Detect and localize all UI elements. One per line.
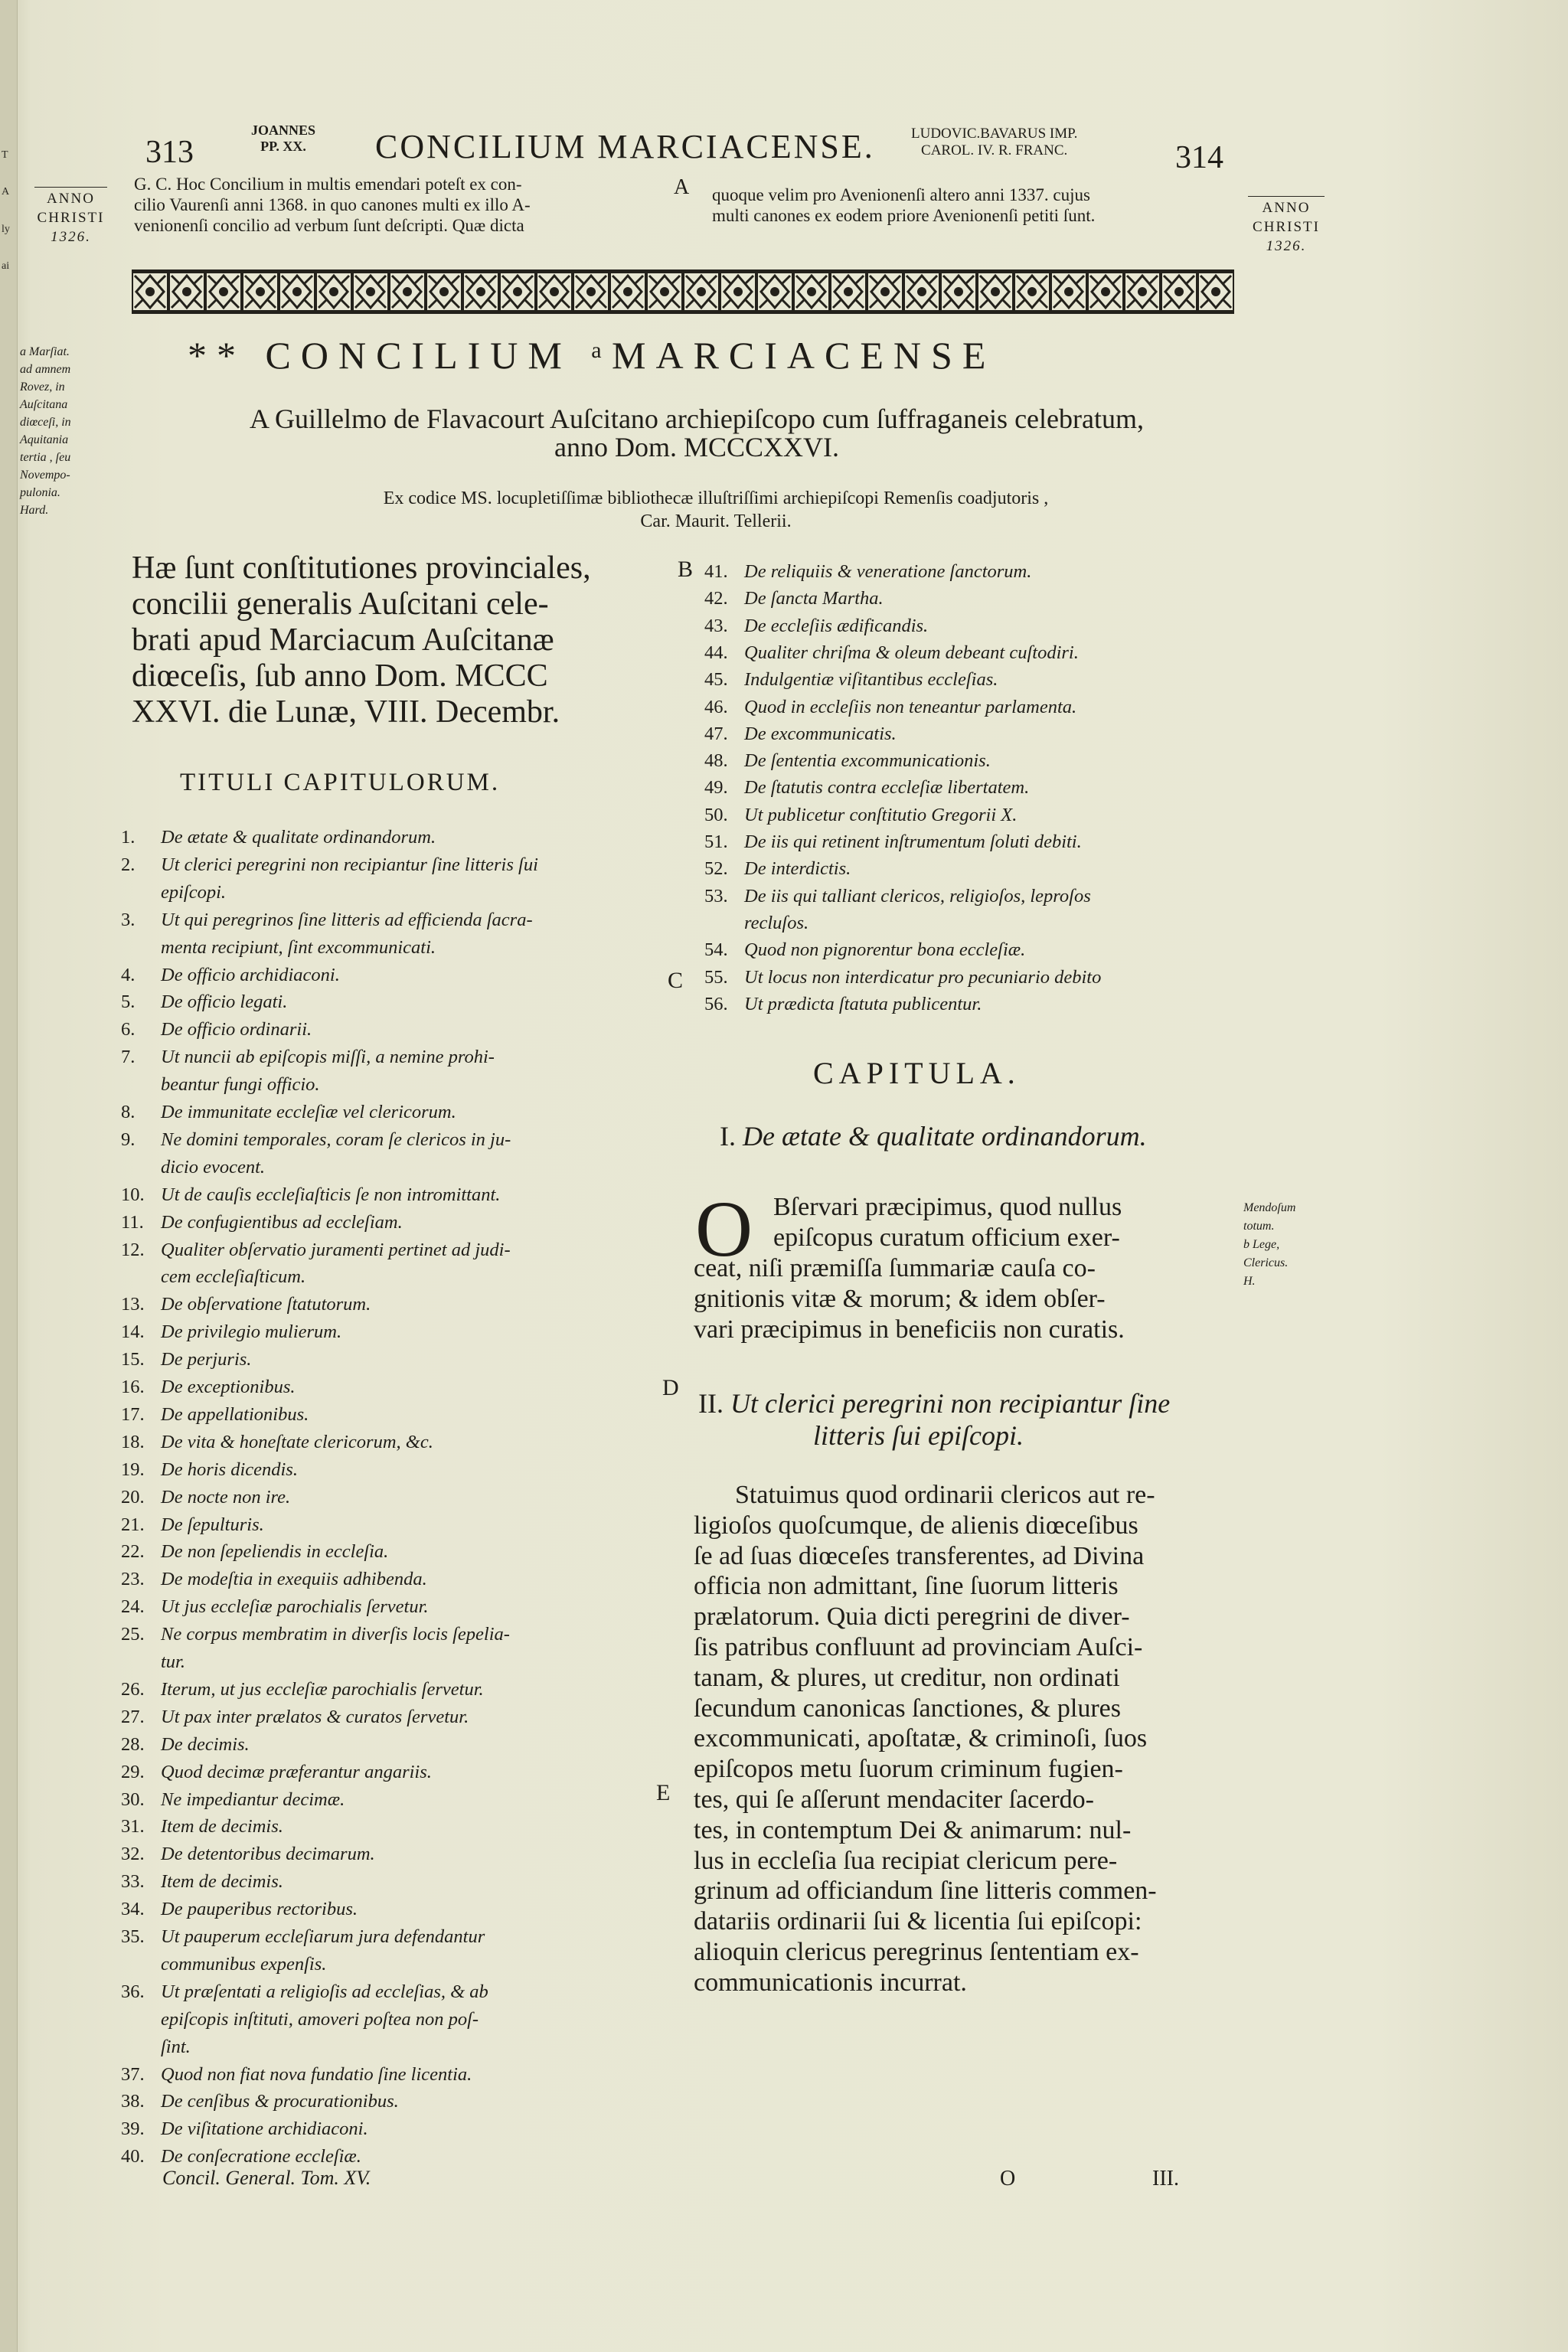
titulus-number: 5. (121, 991, 136, 1013)
titulus-number: 4. (121, 964, 136, 985)
titulus-number: 6. (121, 1019, 136, 1040)
titulus-number: 16. (121, 1377, 145, 1397)
titulus-number: 23. (121, 1569, 145, 1590)
titulus-entry (121, 854, 538, 876)
titulus-title: De nocte non ire. (161, 1486, 291, 1508)
titulus-title: De confugientibus ad eccleſiam. (161, 1211, 403, 1233)
margin-note-line: Aquitania (20, 433, 69, 446)
titulus-entry (121, 2091, 399, 2112)
titulus-title: Ut locus non interdicatur pro pecuniario debito (744, 966, 1102, 988)
titulus-number: 24. (121, 1596, 145, 1618)
titulus-title: De cenſibus & procurationibus. (161, 2091, 399, 2112)
header-note-left (134, 174, 662, 236)
titulus-continuation: ſint. (161, 2036, 191, 2057)
note-line: cilio Vaurenſi anni 1368. in quo canones multi ex illo A- (134, 195, 531, 214)
margin-note-line: Rovez, in (20, 381, 65, 394)
titulus-number: 22. (121, 1541, 145, 1563)
titulus-title: Ut publicetur conſtitutio Gregorii X. (744, 804, 1018, 825)
titulus-title: De iis qui retinent inſtrumentum ſoluti debiti. (744, 831, 1082, 852)
margin-note-line: b Lege, (1243, 1238, 1280, 1251)
titulus-title: De ſtatutis contra eccleſiæ libertatem. (744, 777, 1030, 799)
titulus-number: 27. (121, 1706, 145, 1727)
titulus-entry (704, 724, 897, 745)
titulus-number: 12. (121, 1239, 145, 1260)
titulus-number: 41. (704, 561, 728, 582)
margin-note-line: Clericus. (1243, 1256, 1289, 1269)
page-number-right: 314 (1175, 140, 1223, 175)
titulus-title: Ne impediantur decimæ. (161, 1788, 345, 1810)
note-line: venionenſi concilio ad verbum ſunt deſcripti. Quæ dicta (134, 216, 524, 235)
titulus-title: Quod decimæ præferantur angariis. (161, 1761, 432, 1782)
titulus-entry (121, 910, 533, 931)
paragraph-line: gnitionis vitæ & morum; & idem obſer- (694, 1285, 1106, 1313)
subtitle-line-2: anno Dom. MCCCXXVI. (554, 432, 839, 462)
titulus-number: 10. (121, 1184, 145, 1205)
titulus-title: De ætate & qualitate ordinandorum. (161, 827, 436, 848)
titulus-title: De exceptionibus. (161, 1377, 296, 1397)
pope-name: JOANNES (251, 122, 316, 138)
titulus-number: 35. (121, 1926, 145, 1947)
titulus-title: De horis dicendis. (161, 1459, 298, 1480)
titulus-entry (121, 1102, 456, 1123)
source-line-1: Ex codice MS. locupletiſſimæ bibliothecæ illuſtriſſimi archiepiſcopi Remenſis coadjutoris , (383, 488, 1049, 508)
paragraph-line: datariis ordinarii ſui & licentia ſui epiſcopi: (694, 1907, 1142, 1936)
titulus-number: 17. (121, 1403, 145, 1425)
paragraph-line: alioquin clericus peregrinus ſententiam ex- (694, 1938, 1139, 1966)
titulus-entry (704, 994, 982, 1015)
titulus-number: 19. (121, 1459, 145, 1480)
titulus-number: 46. (704, 696, 728, 717)
tituli-heading: TITULI CAPITULORUM. (180, 769, 501, 796)
margin-note-left (20, 343, 104, 519)
titulus-number: 3. (121, 909, 136, 930)
titulus-number: 52. (704, 858, 728, 880)
titulus-title: Item de decimis. (161, 1871, 283, 1893)
titulus-title: Ne domini temporales, coram ſe clericos in ju- (161, 1129, 511, 1150)
paragraph-line: ceat, niſi præmiſſa ſummariæ cauſa co- (694, 1254, 1096, 1282)
titulus-entry (121, 1129, 511, 1151)
titulus-entry (704, 561, 1031, 583)
titulus-title: Ut prædicta ſtatuta publicentur. (744, 993, 982, 1014)
note-line: G. C. Hoc Concilium in multis emendari poteſt ex con- (134, 175, 522, 194)
anno-christi-left (34, 187, 107, 247)
titulus-number: 28. (121, 1733, 145, 1755)
titulus-number: 37. (121, 2063, 145, 2085)
titulus-title: De appellationibus. (161, 1403, 309, 1425)
titulus-number: 8. (121, 1102, 136, 1122)
margin-note-line: pulonia. (20, 486, 60, 499)
titulus-title: De immunitate eccleſiæ vel clericorum. (161, 1102, 456, 1122)
titulus-continuation: epiſcopi. (161, 881, 227, 903)
titulus-number: 9. (121, 1129, 136, 1150)
titulus-entry (121, 2118, 368, 2140)
titulus-title: De decimis. (161, 1733, 250, 1755)
titulus-number: 50. (704, 804, 728, 825)
titulus-entry (121, 2064, 472, 2086)
margin-note-line: Hard. (20, 504, 49, 517)
gutter-fragment: A (2, 186, 10, 198)
catchword: III. (1152, 2167, 1179, 2190)
paragraph-line: lus in eccleſia ſua recipiat clericum pere- (694, 1846, 1118, 1875)
paragraph-line: ſis patribus confluunt ad provinciam Auſci- (694, 1633, 1143, 1661)
main-heading: ** CONCILIUM ᵃMARCIACENSE (188, 334, 996, 377)
titulus-title: Ut clerici peregrini non recipiantur ſine litteris ſui (161, 854, 538, 875)
titulus-number: 31. (121, 1816, 145, 1838)
intro-line: diœceſis, ſub anno Dom. MCCC (132, 658, 548, 694)
titulus-title: De pauperibus rectoribus. (161, 1899, 358, 1920)
titulus-entry (704, 697, 1076, 718)
titulus-entry (121, 1816, 283, 1838)
titulus-title: De excommunicatis. (744, 723, 897, 744)
ornamental-band (132, 270, 1234, 314)
titulus-entry (121, 1294, 371, 1315)
titulus-entry (121, 1569, 427, 1590)
titulus-entry (121, 1981, 488, 2003)
section-letter-c: C (668, 968, 684, 993)
titulus-entry (121, 1321, 341, 1343)
titulus-entry (121, 1240, 511, 1261)
titulus-entry (121, 1926, 485, 1948)
anno-word: ANNO (47, 191, 95, 207)
titulus-number: 33. (121, 1871, 145, 1893)
titulus-entry (121, 1514, 264, 1536)
paragraph-line: tes, in contemptum Dei & animarum: nul- (694, 1815, 1132, 1844)
titulus-title: Quod non pignorentur bona eccleſiæ. (744, 939, 1026, 961)
titulus-title: De ſepulturis. (161, 1514, 264, 1535)
margin-note-line: Novempo- (20, 469, 70, 482)
note-line: quoque velim pro Avenionenſi altero anni 1337. cujus (712, 185, 1090, 204)
titulus-number: 32. (121, 1844, 145, 1865)
source-line-2: Car. Maurit. Tellerii. (640, 511, 792, 531)
titulus-entry (121, 827, 436, 848)
titulus-number: 34. (121, 1899, 145, 1920)
section-letter-d: D (662, 1375, 679, 1400)
section-letter-a: A (674, 175, 690, 199)
titulus-number: 43. (704, 615, 728, 636)
intro-line: Hæ ſunt conſtitutiones provinciales, (132, 550, 591, 586)
titulus-entry (121, 1789, 345, 1811)
titulus-title: Ut nuncii ab epiſcopis miſſi, a nemine prohi- (161, 1047, 495, 1068)
titulus-number: 45. (704, 669, 728, 691)
titulus-title: De officio legati. (161, 991, 288, 1013)
titulus-entry (121, 1679, 484, 1700)
intro-paragraph (132, 550, 671, 730)
christi-word: CHRISTI (1253, 219, 1320, 235)
titulus-title: De obſervatione ſtatutorum. (161, 1294, 371, 1315)
titulus-title: Ut qui peregrinos ſine litteris ad efficienda ſacra- (161, 909, 533, 930)
titulus-continuation: beantur fungi officio. (161, 1074, 320, 1096)
margin-note-line: totum. (1243, 1220, 1275, 1233)
titulus-entry (704, 669, 998, 691)
titulus-entry (704, 588, 884, 609)
titulus-number: 11. (121, 1211, 144, 1233)
titulus-number: 36. (121, 1981, 145, 2002)
titulus-number: 40. (121, 2146, 145, 2167)
titulus-entry (121, 1762, 432, 1783)
page-number-left: 313 (145, 135, 194, 170)
running-head-title: CONCILIUM MARCIACENSE. (375, 128, 875, 165)
titulus-number: 48. (704, 750, 728, 772)
footer-volume: Concil. General. Tom. XV. (162, 2167, 371, 2189)
paragraph-line: prælatorum. Quia dicti peregrini de diver- (694, 1602, 1130, 1632)
titulus-entry (121, 1624, 510, 1645)
king-line: CAROL. IV. R. FRANC. (921, 142, 1068, 158)
titulus-title: De interdictis. (744, 858, 851, 880)
gutter-fragment: ly (2, 224, 10, 235)
signature-mark: O (1000, 2167, 1016, 2190)
margin-note-line: Auſcitana (20, 398, 68, 411)
paragraph-line: ligioſos quoſcumque, de alienis diœceſibus (694, 1511, 1138, 1540)
chapter-title: Ut clerici peregrini non recipiantur ſine (730, 1388, 1171, 1419)
chapter-title-cont: litteris ſui epiſcopi. (813, 1420, 1024, 1451)
titulus-title: De perjuris. (161, 1349, 252, 1370)
capitula-heading: CAPITULA. (813, 1056, 1021, 1090)
anno-year: 1326. (1266, 238, 1307, 254)
paragraph-line: ſe ad ſuas diœceſes transferentes, ad Divina (694, 1541, 1145, 1570)
running-head-pope (251, 122, 315, 155)
titulus-continuation: tur. (161, 1651, 186, 1672)
titulus-continuation: dicio evocent. (161, 1156, 266, 1178)
titulus-entry (121, 1212, 403, 1233)
paragraph-line: ſecundum canonicas ſanctiones, & plures (694, 1694, 1121, 1723)
titulus-number: 14. (121, 1321, 145, 1343)
titulus-number: 13. (121, 1294, 145, 1315)
intro-line: XXVI. die Lunæ, VIII. Decembr. (132, 694, 560, 730)
titulus-entry (121, 1734, 250, 1756)
titulus-continuation: menta recipiunt, ſint excommunicati. (161, 936, 436, 958)
titulus-entry (121, 1349, 251, 1370)
titulus-title: Ut præſentati a religioſis ad eccleſias, & ab (161, 1981, 488, 2002)
titulus-entry (704, 750, 991, 772)
titulus-number: 1. (121, 827, 136, 848)
titulus-entry (121, 1596, 429, 1618)
paragraph-line: Statuimus quod ordinarii clericos aut re- (735, 1481, 1155, 1509)
titulus-number: 56. (704, 993, 728, 1014)
running-head-emperors (911, 126, 1077, 159)
header-note-right (712, 185, 1240, 226)
chapter-2-heading-cont (813, 1419, 1024, 1452)
titulus-title: De viſitatione archidiaconi. (161, 2118, 368, 2140)
paragraph-line: communicationis incurrat. (694, 1968, 967, 1997)
margin-note-line: a Marſiat. (20, 345, 70, 358)
gutter-fragment: T (2, 149, 8, 161)
titulus-number: 53. (704, 885, 728, 906)
anno-word: ANNO (1262, 200, 1311, 216)
pope-number: PP. XX. (260, 139, 306, 154)
paragraph-line: grinum ad officiandum ſine litteris commen- (694, 1877, 1157, 1906)
titulus-title: De detentoribus decimarum. (161, 1844, 375, 1865)
titulus-title: Quod in eccleſiis non teneantur parlamenta. (744, 696, 1077, 717)
paragraph-line: officia non admittant, ſine ſuorum litteris (694, 1572, 1119, 1601)
titulus-title: De privilegio mulierum. (161, 1321, 342, 1343)
chapter-1-heading (720, 1120, 1147, 1152)
chapter-number: I. (720, 1121, 736, 1152)
chapter-title: De ætate & qualitate ordinandorum. (743, 1121, 1147, 1152)
titulus-entry (121, 1871, 283, 1893)
titulus-entry (121, 1432, 433, 1453)
margin-note-line: H. (1243, 1275, 1256, 1288)
titulus-entry (704, 886, 1091, 907)
titulus-number: 47. (704, 723, 728, 744)
section-letter-b: B (678, 557, 694, 582)
gutter-strip (0, 0, 18, 2352)
drop-cap: O (695, 1185, 753, 1273)
titulus-entry (121, 1184, 500, 1206)
chapter-number: II. (698, 1388, 724, 1419)
titulus-title: De officio archidiaconi. (161, 964, 340, 985)
titulus-number: 54. (704, 939, 728, 961)
titulus-number: 49. (704, 777, 728, 799)
paragraph-line: vari præcipimus in beneficiis non curatis. (694, 1315, 1125, 1344)
anno-christi-right (1248, 196, 1325, 256)
titulus-number: 29. (121, 1761, 145, 1782)
titulus-title: Qualiter chriſma & oleum debeant cuſtodiri. (744, 642, 1079, 663)
chapter-2-heading (698, 1387, 1170, 1419)
section-letter-e: E (656, 1780, 671, 1805)
titulus-title: Ut pax inter prælatos & curatos ſervetur. (161, 1706, 469, 1727)
titulus-title: Qualiter obſervatio juramenti pertinet ad judi- (161, 1239, 511, 1260)
paragraph-line: Bſervari præcipimus, quod nullus (773, 1193, 1122, 1221)
titulus-entry (704, 805, 1017, 826)
titulus-entry (121, 1019, 312, 1040)
paragraph-line: excommunicati, apoſtatæ, & criminoſi, ſuos (694, 1724, 1148, 1753)
paragraph-line: epiſcopos metu ſuorum criminum fugien- (694, 1755, 1123, 1784)
titulus-entry (121, 991, 287, 1013)
titulus-number: 44. (704, 642, 728, 663)
intro-line: concilii generalis Auſcitani cele- (132, 586, 549, 622)
titulus-title: Indulgentiæ viſitantibus eccleſias. (744, 669, 998, 691)
gutter-fragment: ai (2, 260, 10, 272)
titulus-number: 15. (121, 1349, 145, 1370)
titulus-entry (704, 777, 1029, 799)
titulus-entry (704, 858, 851, 880)
margin-note-line: diœceſi, in (20, 416, 71, 429)
margin-note-line: tertia , ſeu (20, 451, 71, 464)
titulus-title: De non ſepeliendis in eccleſia. (161, 1541, 389, 1563)
titulus-entry (704, 616, 928, 637)
titulus-title: De ſententia excommunicationis. (744, 750, 991, 772)
titulus-entry (121, 965, 340, 986)
anno-year: 1326. (51, 229, 91, 245)
paragraph-line: tanam, & plures, ut creditur, non ordinati (694, 1663, 1120, 1692)
titulus-entry (121, 1404, 309, 1426)
titulus-entry (121, 1377, 296, 1398)
titulus-entry (121, 1541, 388, 1563)
titulus-number: 39. (121, 2118, 145, 2140)
titulus-number: 20. (121, 1486, 145, 1508)
emperor-line: LUDOVIC.BAVARUS IMP. (911, 126, 1078, 142)
titulus-title: Ut jus eccleſiæ parochialis ſervetur. (161, 1596, 429, 1618)
christi-word: CHRISTI (37, 210, 105, 226)
titulus-number: 2. (121, 854, 136, 875)
titulus-entry (121, 1844, 375, 1865)
titulus-title: Item de decimis. (161, 1816, 283, 1838)
titulus-title: De conſecratione eccleſiæ. (161, 2146, 361, 2167)
paragraph-line: epiſcopus curatum officium exer- (773, 1223, 1120, 1252)
titulus-number: 18. (121, 1431, 145, 1452)
titulus-title: Ne corpus membratim in diverſis locis ſepelia- (161, 1624, 510, 1645)
titulus-title: De eccleſiis ædificandis. (744, 615, 929, 636)
subtitle-line-1: A Guillelmo de Flavacourt Auſcitano archiepiſcopo cum ſuffraganeis celebratum, (250, 403, 1144, 434)
titulus-title: Quod non fiat nova fundatio ſine licentia. (161, 2063, 472, 2085)
titulus-entry (704, 831, 1082, 853)
titulus-title: De modeſtia in exequiis adhibenda. (161, 1569, 427, 1590)
titulus-title: Ut de cauſis eccleſiaſticis ſe non intromittant. (161, 1184, 501, 1205)
titulus-entry (704, 967, 1101, 988)
titulus-entry (121, 1047, 495, 1068)
titulus-entry (121, 1899, 358, 1920)
titulus-number: 7. (121, 1047, 136, 1068)
margin-note-line: ad amnem (20, 363, 71, 376)
titulus-continuation: communibus expenſis. (161, 1953, 327, 1975)
note-line: multi canones ex eodem priore Avenionenſi petiti ſunt. (712, 206, 1096, 225)
titulus-number: 38. (121, 2091, 145, 2112)
titulus-number: 30. (121, 1788, 145, 1810)
titulus-entry (121, 1487, 290, 1508)
titulus-entry (121, 2146, 361, 2167)
titulus-title: De officio ordinarii. (161, 1019, 312, 1040)
titulus-number: 55. (704, 966, 728, 988)
titulus-number: 21. (121, 1514, 145, 1535)
titulus-entry (121, 1459, 298, 1481)
titulus-entry (704, 939, 1025, 961)
titulus-entry (121, 1707, 469, 1728)
titulus-title: De vita & honeſtate clericorum, &c. (161, 1431, 433, 1452)
titulus-title: Iterum, ut jus eccleſiæ parochialis ſervetur. (161, 1678, 484, 1700)
margin-note-line: Mendoſum (1243, 1201, 1296, 1214)
titulus-continuation: cem eccleſiaſticum. (161, 1266, 306, 1288)
titulus-number: 51. (704, 831, 728, 852)
titulus-number: 25. (121, 1624, 145, 1645)
titulus-continuation: recluſos. (744, 912, 809, 933)
titulus-entry (704, 642, 1079, 664)
titulus-title: De reliquiis & veneratione ſanctorum. (744, 561, 1032, 582)
titulus-title: De iis qui talliant clericos, religioſos, leproſos (744, 885, 1091, 906)
margin-note-right (1243, 1199, 1320, 1291)
intro-line: brati apud Marciacum Auſcitanæ (132, 622, 554, 658)
titulus-number: 26. (121, 1678, 145, 1700)
paragraph-line: tes, qui ſe aſſerunt mendaciter ſacerdo- (694, 1785, 1094, 1814)
titulus-continuation: epiſcopis inſtituti, amoveri poſtea non poſ- (161, 2008, 479, 2030)
titulus-number: 42. (704, 588, 728, 609)
titulus-title: Ut pauperum eccleſiarum jura defendantur (161, 1926, 485, 1947)
titulus-title: De ſancta Martha. (744, 588, 884, 609)
